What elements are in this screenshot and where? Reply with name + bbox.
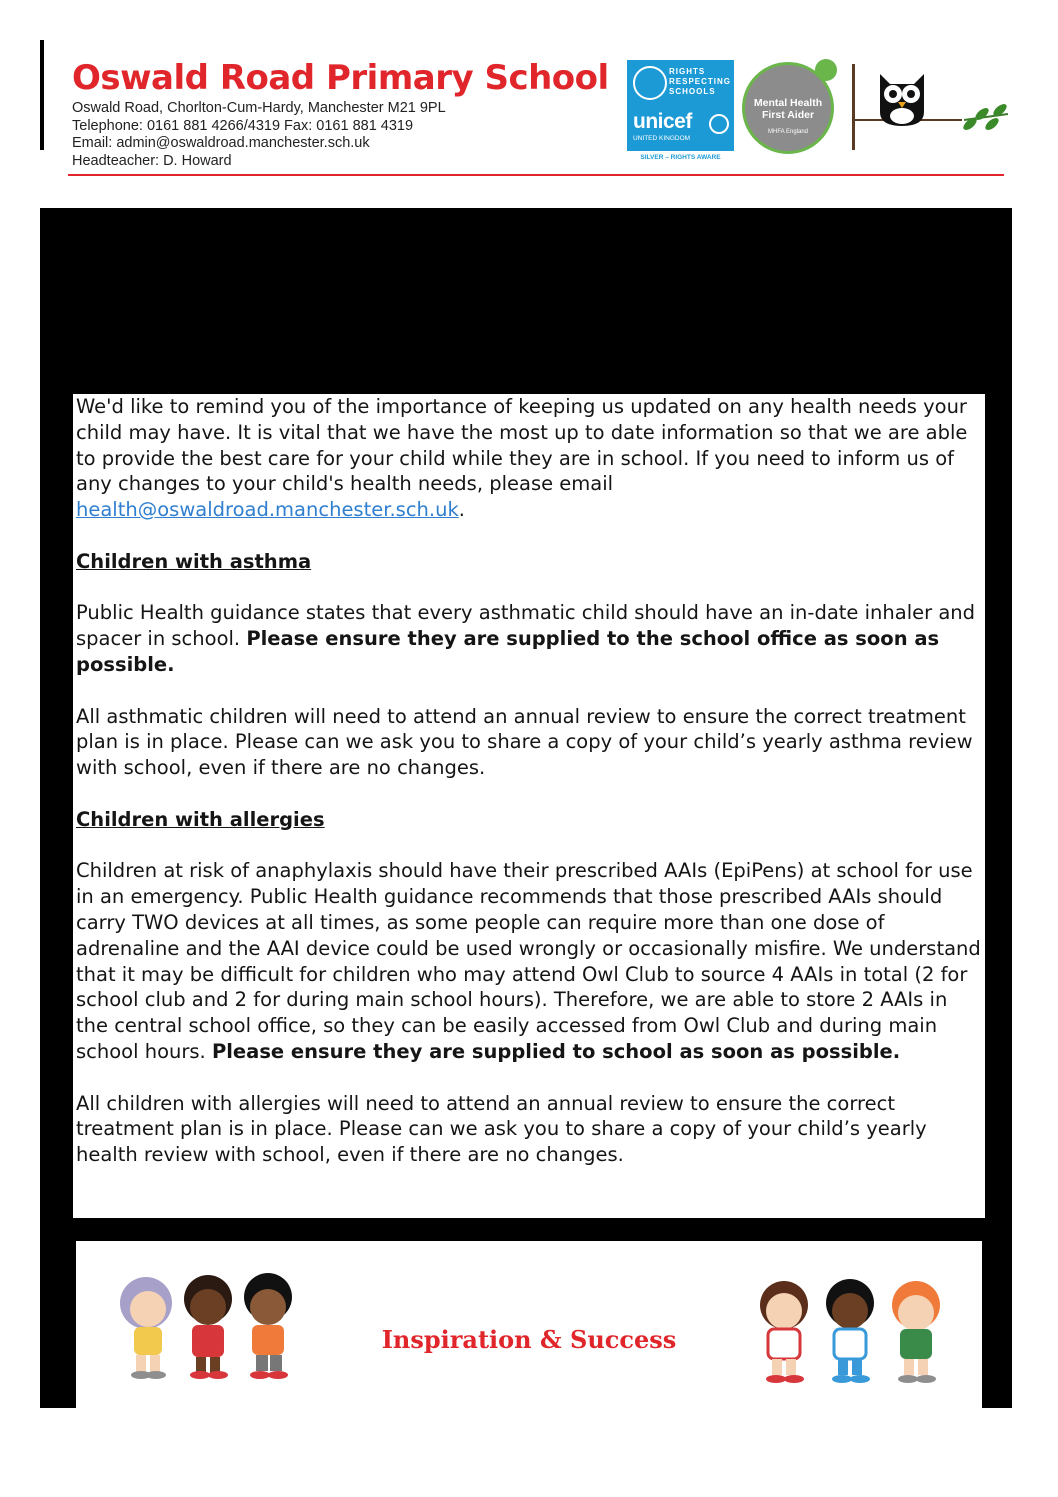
asthma-heading: Children with asthma — [76, 549, 312, 573]
allergies-p1-bold: Please ensure they are supplied to school as soon as possible. — [211, 1039, 901, 1063]
school-telephone: Telephone: 0161 881 4266/4319 Fax: 0161 881 4319 — [72, 117, 414, 134]
allergies-paragraph-1 — [76, 858, 985, 1064]
rrs-label: RIGHTS RESPECTING SCHOOLS — [669, 67, 732, 96]
school-name: Oswald Road Primary School — [72, 58, 609, 98]
mhfa-subtitle: MHFA England — [767, 129, 809, 135]
health-email-link[interactable]: health@oswaldroad.manchester.sch.uk — [76, 498, 459, 522]
contact-block — [72, 100, 446, 170]
unicef-wordmark: unicef — [633, 110, 692, 133]
header-divider — [68, 174, 1004, 176]
rrs-logo-icon — [633, 66, 667, 100]
left-margin-rule — [40, 40, 44, 150]
school-email: Email: admin@oswaldroad.manchester.sch.uk — [72, 135, 370, 151]
unicef-uk-label: UNITED KINGDOM — [633, 135, 691, 142]
school-address: Oswald Road, Chorlton-Cum-Hardy, Manchester M21 9PL — [72, 100, 446, 116]
asthma-paragraph-2: All asthmatic children will need to attend an annual review to ensure the correct treatment plan is in place. Please can we ask you to share a copy of your child’s yearly asthma review with school, even if there are no changes. — [76, 704, 973, 780]
unicef-globe-icon — [709, 114, 729, 134]
mhfa-title: Mental Health First Aider — [753, 97, 823, 121]
owl-logo-icon — [852, 62, 1008, 154]
children-illustration-right — [746, 1271, 966, 1389]
asthma-paragraph-1 — [76, 600, 985, 677]
asthma-p1-bold: Please ensure they are supplied to the school office as soon as possible. — [76, 627, 940, 676]
intro-text: We'd like to remind you of the importance of keeping us updated on any health needs your child may have. It is vital that we have the most up to date information so that we are able to provide the best care for your child while they are in school. If you need to inform us of any changes to your child's health needs, please email — [76, 395, 968, 496]
intro-end: . — [458, 498, 465, 522]
allergies-heading: Children with allergies — [76, 807, 325, 831]
footer-banner — [76, 1241, 982, 1408]
mhfa-leaf-icon — [815, 59, 837, 81]
unicef-rights-respecting-badge — [627, 60, 734, 165]
intro-paragraph — [76, 394, 985, 523]
headteacher: Headteacher: D. Howard — [72, 152, 232, 169]
newsletter-content — [73, 394, 985, 1218]
allergies-paragraph-2: All children with allergies will need to attend an annual review to ensure the correct treatment plan is in place. Please can we ask you to share a copy of your child’s yearly health review with school, even if there are no changes. — [76, 1091, 927, 1167]
asthma-p1-text: Public Health guidance states that every asthmatic child should have an in-date inhaler and spacer in school. — [76, 601, 976, 651]
mental-health-first-aider-badge — [742, 62, 834, 154]
unicef-award-label: SILVER – RIGHTS AWARE — [627, 151, 734, 165]
allergies-p1-text: Children at risk of anaphylaxis should have their prescribed AAIs (EpiPens) at school for use in an emergency. Public Health guidance recommends that those prescribed AAIs should carry TWO devices at all times, as some people can require more than one dose of adrenaline and the AAI device could be used wrongly or occasionally misfire. We understand that it may be difficult for children who may attend Owl Club to source 4 AAIs in total (2 for school club and 2 for during main school hours). Therefore, we are able to store 2 AAIs in the central school office, so they can be easily accessed from Owl Club and during main school hours. — [76, 859, 981, 1063]
school-motto: Inspiration & Success — [381, 1325, 677, 1354]
